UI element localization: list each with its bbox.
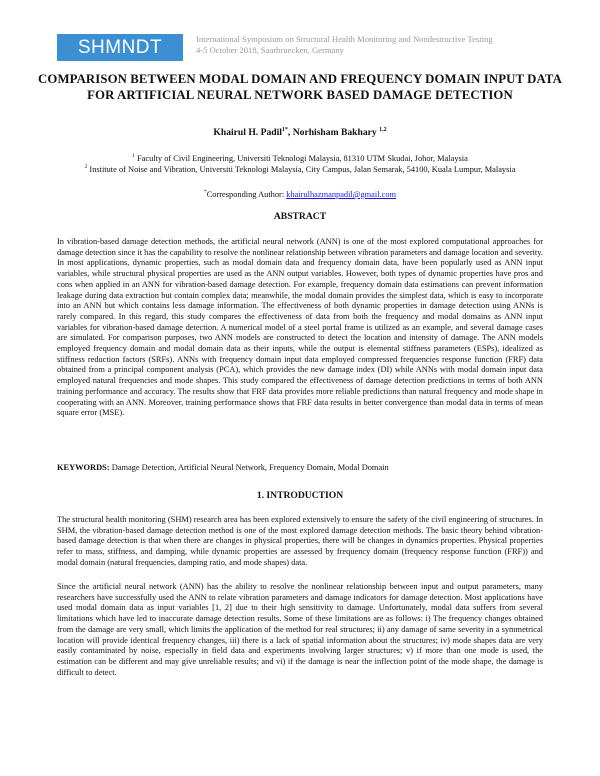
affiliation-1-text: Faculty of Civil Engineering, Universiti Teknologi Malaysia, 81310 UTM Skudai, Johor, Malaysia <box>134 153 468 163</box>
keywords-label: KEYWORDS: <box>57 463 112 472</box>
author-2: Norhisham Bakhary <box>292 127 377 139</box>
introduction-paragraph-1: The structural health monitoring (SHM) research area has been explored extensively to ensure the safety of the civil engineering of structures. In SHM, the vibration-based damage detection method is one of the most explored damage detection methods. The basic theory behind vibration-based damage detection is that when there are changes in physical properties, there will be changes in dynamics properties. Physical properties refer to mass, stiffness, and damping, while dynamic properties are assessed by frequency domain (frequency response function (FRF)) and modal domain (natural frequencies, damping ratio, and mode shapes) data. <box>57 515 543 567</box>
introduction-paragraph-2: Since the artificial neural network (ANN) has the ability to resolve the nonlinear relationship between input and output parameters, many researchers have successfully used the ANN to relate vibration parameters and damage indicators for damage detection. Most applications have used modal domain data as input variables [1, 2] due to their high sensitivity to damage. Unfortunately, modal data suffers from several limitations which have led to inaccurate damage detection results. Some of these limitations are as follows: i) The frequency changes obtained from the damage are very small, which limits the application of the method for real structures; ii) any damage of same severity in a symmetrical location will provide identical frequency changes, iii) there is a lack of spatial information about the structures; iv) mode shapes data are very easily contaminated by noise, especially in field data and experiments involving larger structures; v) if more than one mode is used, the estimation can be different and may give unreliable results; and vi) if the damage is near the inflection point of the mode shape, the damage is difficult to detect. <box>57 582 543 677</box>
author-2-affiliation-mark: 1,2 <box>379 127 387 133</box>
author-1: Khairul H. Padil <box>213 127 282 139</box>
abstract-body: In vibration-based damage detection methods, the artificial neural network (ANN) is one of the most explored computational approaches for damage detection since it has the capability to resolve the nonlinear relationship between vibration parameters and damage location and severity. In most applications, dynamic properties, such as modal domain data and frequency domain data, have been popularly used as ANN input variables, while structural physical properties are used as the ANN output variables. However, both types of dynamic properties have pros and cons when applied in an ANN for vibration-based damage detection. For example, frequency domain data estimations can prevent information leakage during data extraction but contain complex data; meanwhile, the modal domain provides the simplest data, which is easy to incorporate into an ANN but which contains less damage information. The effectiveness of both dynamic properties in damage detection using ANNs is rarely compared. In this regard, this study compares the effectiveness of data from both the frequency and modal domains as ANN input variables for vibration-based damage detection. A numerical model of a steel portal frame is utilized as an example, and several damage cases are simulated. For comparison purposes, two ANN models are constructed to detect the location and intensity of damage. The ANN models employed frequency domain and modal domain data as their inputs, while the output is elemental stiffness parameters (ESPs), idealized as stiffness reduction factors (SRFs). ANNs with frequency domain input data employed compressed frequencies response function (FRF) data obtained from a principal component analysis (PCA), which provides the new damage index (DI) while ANNs with modal domain input data employed natural frequencies and mode shapes. This study compared the effectiveness of damage detection predictions in terms of both ANN training performance and accuracy. The results show that FRF data provides more reliable predictions than natural frequency and mode shape in cooperating with an ANN. Moreover, training performance shows that FRF data results in better convergence than modal data in terms of mean square error (MSE). <box>57 237 543 418</box>
conference-name: International Symposium on Structural Health Monitoring and Nondestructive Testing <box>196 34 493 44</box>
abstract-heading: ABSTRACT <box>273 211 327 222</box>
conference-info <box>196 34 526 56</box>
author-1-affiliation-mark: 1* <box>281 127 288 133</box>
affiliation-2-text: Institute of Noise and Vibration, Universiti Teknologi Malaysia, City Campus, Jalan Semarak, 54100, Kuala Lumpur, Malaysia <box>87 164 516 174</box>
affiliation-2-number: 2 <box>84 164 88 170</box>
author-line <box>0 127 600 138</box>
author-separator: , <box>287 127 293 139</box>
conference-date-location: 4-5 October 2018, Saarbruecken, Germany <box>196 45 344 55</box>
affiliation-2 <box>0 164 600 174</box>
corresponding-email-link[interactable]: khairulhazmanpadil@gmail.com <box>286 189 397 199</box>
paper-title: COMPARISON BETWEEN MODAL DOMAIN AND FREQUENCY DOMAIN INPUT DATA FOR ARTIFICIAL NEURAL NETWORK BASED DAMAGE DETECTION <box>38 72 562 102</box>
affiliation-1-number: 1 <box>132 153 135 159</box>
keywords-text: Damage Detection, Artificial Neural Network, Frequency Domain, Modal Domain <box>111 463 389 472</box>
corresponding-author <box>0 189 600 199</box>
keywords <box>57 463 543 472</box>
introduction-heading: 1. INTRODUCTION <box>256 490 344 501</box>
conference-logo: SHMNDT <box>57 34 183 61</box>
affiliation-1 <box>0 153 600 163</box>
corresponding-label: Corresponding Author: <box>206 189 287 199</box>
corresponding-star: * <box>203 189 207 195</box>
